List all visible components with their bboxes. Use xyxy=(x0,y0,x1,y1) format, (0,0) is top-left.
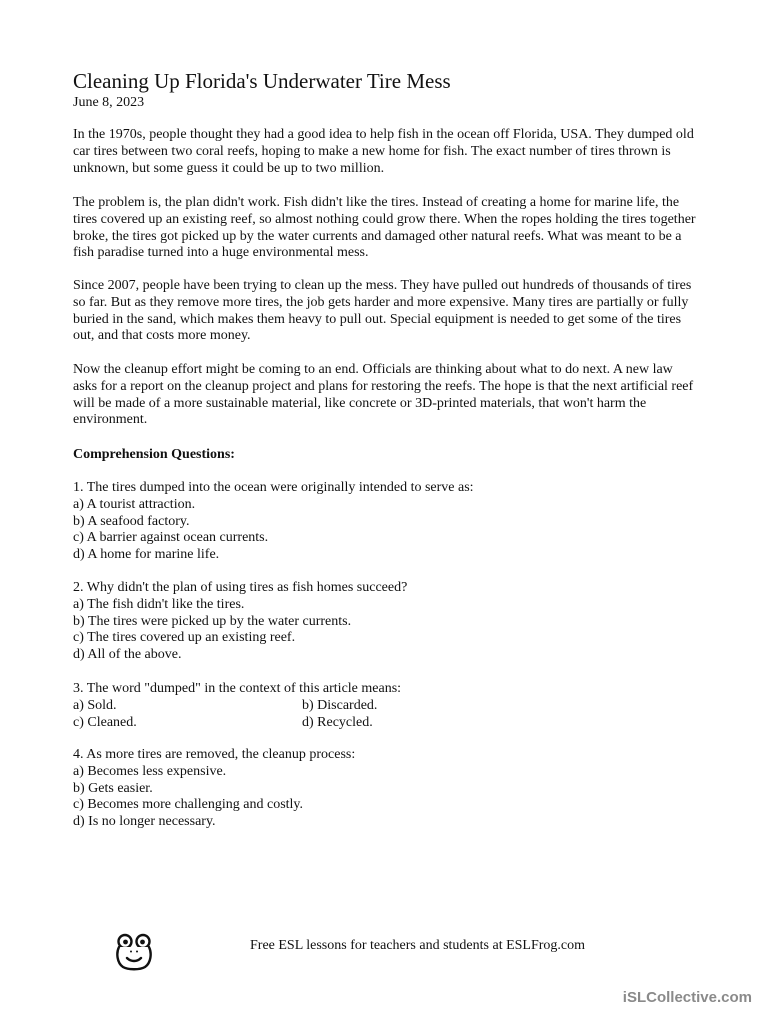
answer-option: a) The fish didn't like the tires. xyxy=(73,596,245,612)
answer-option: d) Recycled. xyxy=(302,714,373,730)
answer-option: d) Is no longer necessary. xyxy=(73,814,216,830)
question-1 xyxy=(73,480,698,564)
questions-heading: Comprehension Questions: xyxy=(73,447,235,462)
answer-option: d) All of the above. xyxy=(73,647,182,663)
question-prompt: 1. The tires dumped into the ocean were originally intended to serve as: xyxy=(73,480,474,495)
article-paragraph: The problem is, the plan didn't work. Fish didn't like the tires. Instead of creating a home for marine life, the tires covered up an existing reef, so almost nothing could grow there. When the ropes holding the tires together broke, the tires got picked up by the water currents and damaged other natural reefs. What was meant to be a fish paradise turned into a huge environmental mess. xyxy=(73,195,696,261)
answer-option: a) A tourist attraction. xyxy=(73,496,196,512)
answer-option: a) Sold. xyxy=(73,697,117,713)
answer-option: b) Gets easier. xyxy=(73,780,153,796)
article-title: Cleaning Up Florida's Underwater Tire Mess xyxy=(73,69,451,93)
question-prompt: 4. As more tires are removed, the cleanup process: xyxy=(73,747,356,762)
article-paragraph: Now the cleanup effort might be coming to an end. Officials are thinking about what to do next. A new law asks for a report on the cleanup project and plans for restoring the reefs. The hope is that the next artificial reef will be made of a more sustainable material, like concrete or 3D-printed materials, that won't harm the environment. xyxy=(73,362,694,428)
question-prompt: 3. The word "dumped" in the context of this article means: xyxy=(73,681,402,696)
answer-option: b) A seafood factory. xyxy=(73,513,190,529)
frog-face-icon xyxy=(114,933,154,971)
answer-row xyxy=(73,715,698,732)
answer-option: d) A home for marine life. xyxy=(73,547,220,563)
question-3 xyxy=(73,681,698,731)
answer-option: c) Becomes more challenging and costly. xyxy=(73,797,304,813)
answer-option: c) A barrier against ocean currents. xyxy=(73,530,269,546)
answer-option: b) Discarded. xyxy=(302,697,378,713)
article-paragraph: In the 1970s, people thought they had a good idea to help fish in the ocean off Florida, USA. They dumped old car tires between two coral reefs, hoping to make a new home for fish. The exact number of tires thrown is unknown, but some guess it could be up to two million. xyxy=(73,127,694,176)
answer-option: c) Cleaned. xyxy=(73,714,137,730)
question-prompt: 2. Why didn't the plan of using tires as fish homes succeed? xyxy=(73,580,408,595)
footer-credit: Free ESL lessons for teachers and students at ESLFrog.com xyxy=(250,938,586,953)
watermark: iSLCollective.com xyxy=(622,989,752,1006)
question-4 xyxy=(73,747,698,831)
answer-option: b) The tires were picked up by the water currents. xyxy=(73,613,352,629)
article-date: June 8, 2023 xyxy=(73,95,145,110)
answer-option: c) The tires covered up an existing reef. xyxy=(73,630,296,646)
answer-option: a) Becomes less expensive. xyxy=(73,763,227,779)
question-2 xyxy=(73,580,698,664)
article-paragraph: Since 2007, people have been trying to clean up the mess. They have pulled out hundreds of thousands of tires so far. But as they remove more tires, the job gets harder and more expensive. Many tires are partially or fully buried in the sand, which makes them heavy to pull out. Special equipment is needed to get some of the tires out, and that costs more money. xyxy=(73,278,692,344)
answer-row xyxy=(73,698,698,715)
